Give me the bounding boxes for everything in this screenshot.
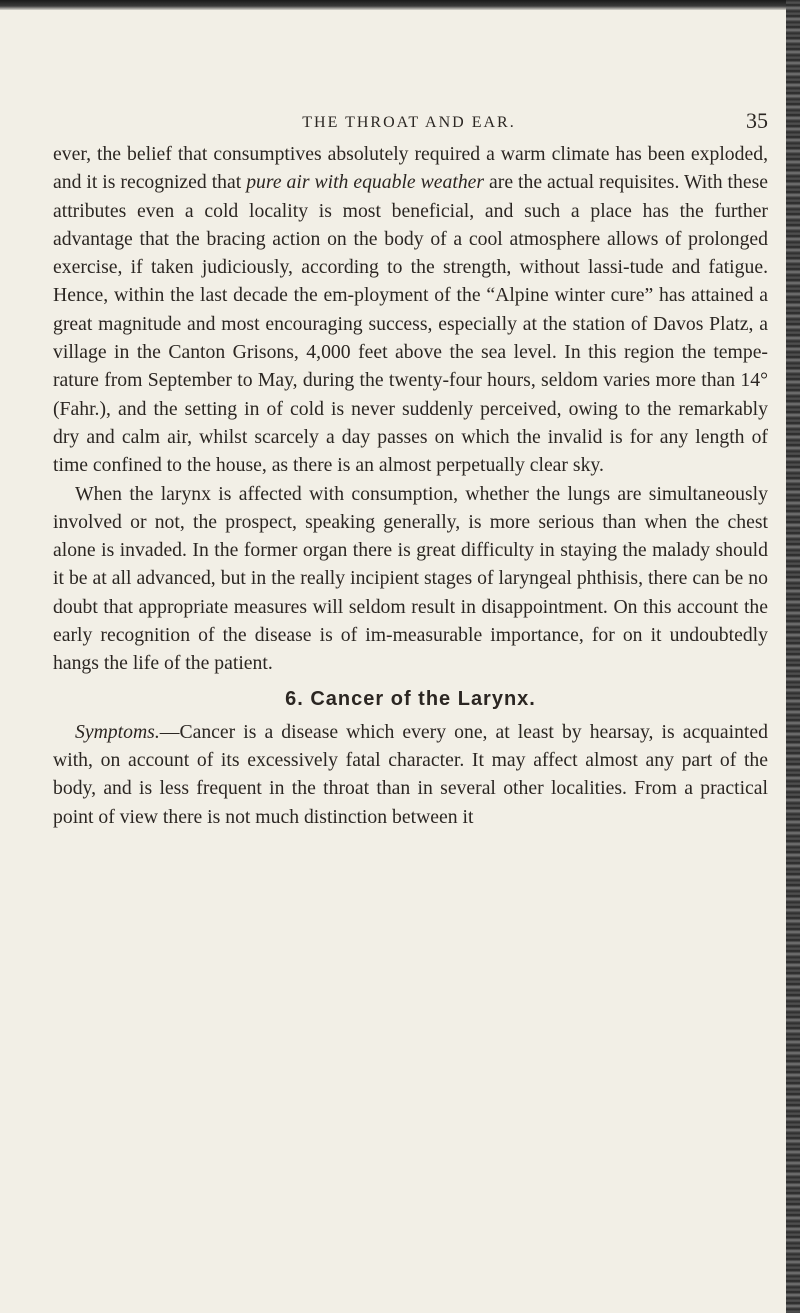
scan-right-edge — [786, 0, 800, 1313]
page-header — [50, 110, 768, 140]
paragraph-climate-part1: ever, the belief that consumptives absolutely required a warm climate has been exploded, and it is recognized that — [53, 143, 768, 194]
italic-lead-symptoms: Symptoms. — [75, 720, 160, 743]
paragraph-climate-part2: are the actual requisites. With these attributes even a cold locality is most beneficial, and such a place has the further advantage that the bracing action on the body of a cool atmosphere allows of prolonged exercise, if taken judiciously, according to the strength, without lassi-tude and fatigue. Hence, within the last decade the em-ployment of the “Alpine winter cure” has attained a great magnitude and most encouraging success, especially at the station of Davos Platz, a village in the Canton Grisons, 4,000 feet above the sea level. In this region the tempe-rature from September to May, during the twenty-four hours, seldom varies more than 14° (Fahr.), and the setting in of cold is never suddenly perceived, owing to the remarkably dry and calm air, whilst scarcely a day passes on which the invalid is for any length of time confined to the house, as there is an almost perpetually clear sky. — [53, 171, 768, 477]
scan-top-border — [0, 0, 800, 10]
section-title: 6. Cancer of the Larynx. — [285, 687, 536, 710]
running-head: THE THROAT AND EAR. — [302, 114, 516, 131]
paragraph-larynx-consumption: When the larynx is affected with consumption, whether the lungs are simultaneously involved or not, the prospect, speaking generally, is more serious than when the chest alone is invaded. In the former organ there is great difficulty in staying the malady should it be at all advanced, but in the really incipient stages of laryngeal phthisis, there can be no doubt that appropriate measures will seldom result in disappointment. On this account the early recognition of the disease is of im-measurable importance, for on it undoubtedly hangs the life of the patient. — [53, 482, 768, 675]
paragraph-climate — [53, 140, 768, 480]
italic-phrase-pure-air: pure air with equable weather — [246, 171, 485, 194]
page-number: 35 — [746, 108, 768, 133]
paragraph-symptoms — [53, 718, 768, 831]
body-text — [53, 140, 768, 831]
paragraph-symptoms-text: —Cancer is a disease which every one, at least by hearsay, is acquainted with, on account of its excessively fatal character. It may affect almost any part of the body, and is less frequent in the throat than in several other localities. From a practical point of view there is not much distinction between it — [53, 720, 768, 828]
